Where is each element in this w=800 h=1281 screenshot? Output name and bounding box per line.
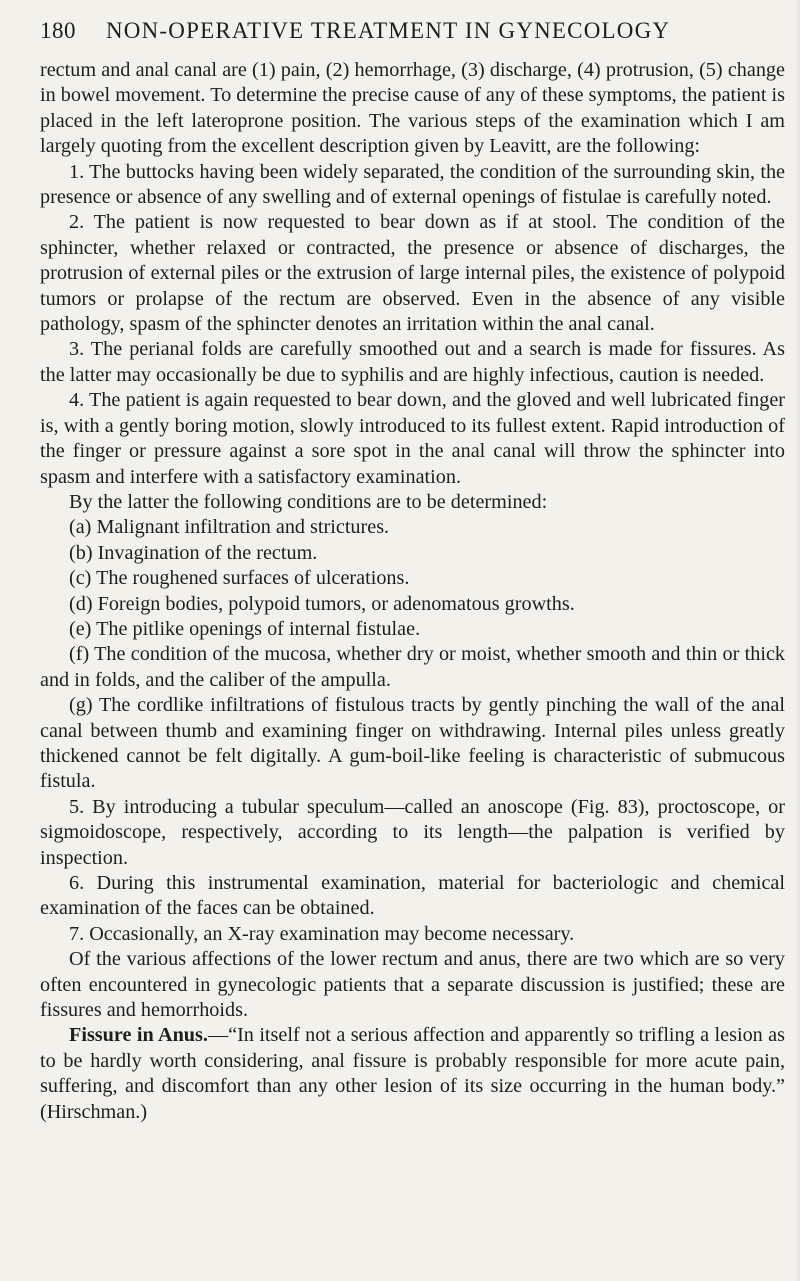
condition-b: (b) Invagination of the rectum. xyxy=(69,541,318,564)
step-2: 2. The patient is now requested to bear down as if at stool. The condition of the sphincter, whether relaxed or contracted, the presence or absence of discharges, the protrusion of external piles or the extrusion of large internal piles, the existence of polypoid tumors or prolapse of the rectum are observed. Even in the absence of any visible pathology, spasm of the sphincter denotes an irritation within the anal canal. xyxy=(40,211,785,336)
condition-c: (c) The roughened surfaces of ulcerations. xyxy=(69,567,410,590)
book-page xyxy=(40,8,785,1125)
step-1: 1. The buttocks having been widely separated, the condition of the surrounding skin, the presence or absence of any swelling and of external openings of fistulae is carefully noted. xyxy=(40,160,785,209)
fissure-text: —“In itself not a serious affection and apparently so trifling a lesion as to be hardly worth considering, anal fissure is probably responsible for more acute pain, suffering, and discomfort than any other lesion of its size occurring in the human body.” (Hirschman.) xyxy=(40,1024,785,1123)
condition-a: (a) Malignant infiltration and strictures. xyxy=(69,516,390,539)
fissure-subheading: Fissure in Anus. xyxy=(69,1024,208,1047)
step-6: 6. During this instrumental examination, material for bacteriologic and chemical examination of the faces can be obtained. xyxy=(40,872,785,920)
step-7: 7. Occasionally, an X-ray examination may become necessary. xyxy=(69,922,575,945)
affections-paragraph: Of the various affections of the lower rectum and anus, there are two which are so very often encountered in gynecologic patients that a separate discussion is justified; these are fissures and hemorrhoids. xyxy=(40,948,785,1022)
condition-f: (f) The condition of the mucosa, whether dry or moist, whether smooth and thin or thick and in folds, and the caliber of the ampulla. xyxy=(40,643,785,691)
step-4-intro: By the latter the following conditions are to be determined: xyxy=(69,490,548,513)
step-5: 5. By introducing a tubular speculum—called an anoscope (Fig. 83), proctoscope, or sigmoidoscope, respectively, according to its length—the palpation is verified by inspection. xyxy=(40,795,785,869)
page-header xyxy=(40,8,785,58)
condition-d: (d) Foreign bodies, polypoid tumors, or adenomatous growths. xyxy=(69,592,575,615)
step-3: 3. The perianal folds are carefully smoothed out and a search is made for fissures. As the latter may occasionally be due to syphilis and are highly infectious, caution is needed. xyxy=(40,338,785,386)
running-head: NON-OPERATIVE TREATMENT IN GYNECOLOGY xyxy=(106,18,671,43)
fissure-paragraph xyxy=(40,1023,785,1125)
paragraph-continuation: rectum and anal canal are (1) pain, (2) hemorrhage, (3) discharge, (4) protrusion, (5) change in bowel movement. To determine the precise cause of any of these symptoms, the patient is placed in the left lateroprone position. The various steps of the examination which I am largely quoting from the excellent description given by Leavitt, are the following: xyxy=(40,59,785,158)
page-edge-shadow xyxy=(794,0,800,1281)
step-4: 4. The patient is again requested to bear down, and the gloved and well lubricated finger is, with a gently boring motion, slowly introduced to its fullest extent. Rapid introduction of the finger or pressure against a sore spot in the anal canal will throw the sphincter into spasm and interfere with a satisfactory examination. xyxy=(40,389,785,488)
body-text xyxy=(40,58,785,1125)
page-number: 180 xyxy=(40,18,76,43)
condition-g: (g) The cordlike infiltrations of fistulous tracts by gently pinching the wall of the anal canal between thumb and examining finger on withdrawing. Internal piles unless greatly thickened cannot be felt digitally. A gum-boil-like feeling is characteristic of submucous fistula. xyxy=(40,694,785,793)
condition-e: (e) The pitlike openings of internal fistulae. xyxy=(69,617,421,640)
